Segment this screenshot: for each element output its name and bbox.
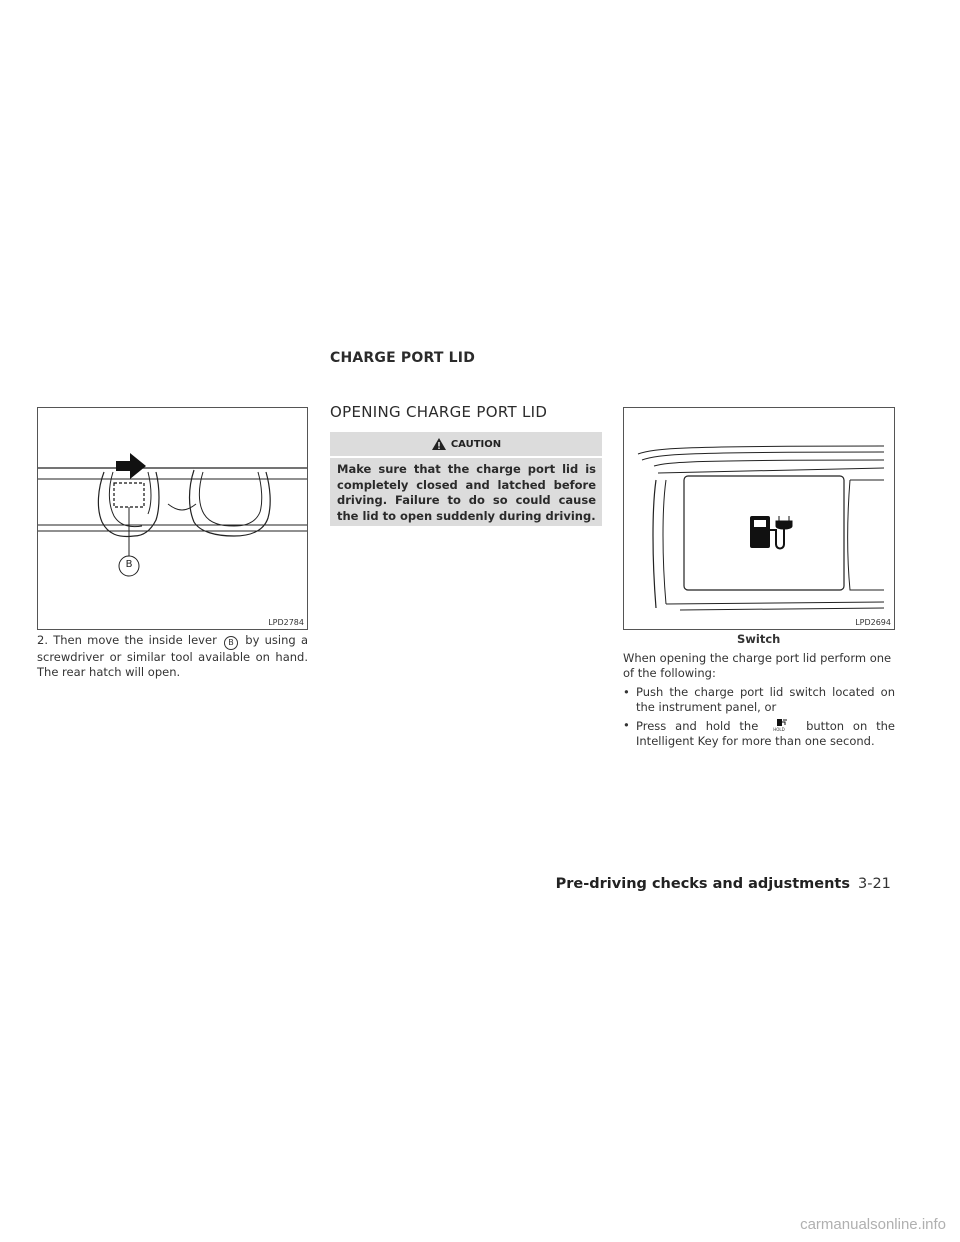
callout-letter-b: B — [125, 559, 133, 570]
inside-lever-illustration — [38, 408, 307, 629]
left-figure — [37, 407, 308, 630]
caution-header — [330, 432, 602, 456]
bullet-text-with-icon — [636, 718, 895, 749]
caution-label: CAUTION — [450, 438, 502, 450]
bullet-dot: • — [623, 718, 630, 732]
list-item — [623, 718, 895, 749]
figure-caption: Switch — [737, 632, 781, 646]
figure-code: LPD2784 — [268, 618, 304, 627]
figure-code: LPD2694 — [855, 618, 891, 627]
dashboard-switch-illustration — [624, 408, 894, 629]
subheading: OPENING CHARGE PORT LID — [330, 403, 548, 421]
section-title: CHARGE PORT LID — [330, 350, 476, 366]
paragraph-text-start: 2. Then move the inside lever — [37, 633, 217, 647]
hold-icon-label: HOLD — [773, 727, 785, 732]
paragraph-text-end: by using a screwdriver or similar tool available on hand. The rear hatch will open. — [37, 633, 309, 679]
bullet-list — [623, 685, 895, 749]
callout-b-icon: B — [224, 636, 238, 650]
bullet-text: Push the charge port lid switch located on the instrument panel, or — [636, 685, 895, 714]
caution-text: Make sure that the charge port lid is completely closed and latched before driving. Failure to do so could cause the lid to open suddenly during driving. — [330, 458, 602, 526]
right-intro: When opening the charge port lid perform one of the following: — [623, 651, 892, 680]
bullet-text-start: Press and hold the — [636, 719, 759, 733]
bullet-text-end: button on the Intelligent Key for more than one second. — [636, 719, 896, 748]
footer-section-title: Pre-driving checks and adjustments — [555, 876, 850, 892]
warning-icon — [431, 437, 447, 451]
charge-lid-hold-icon — [770, 718, 794, 733]
bullet-dot: • — [623, 685, 630, 699]
list-item — [623, 685, 895, 715]
right-figure — [623, 407, 895, 630]
page-number: 3-21 — [858, 876, 891, 892]
left-paragraph — [37, 633, 308, 680]
watermark: carmanualsonline.info — [800, 1216, 946, 1233]
